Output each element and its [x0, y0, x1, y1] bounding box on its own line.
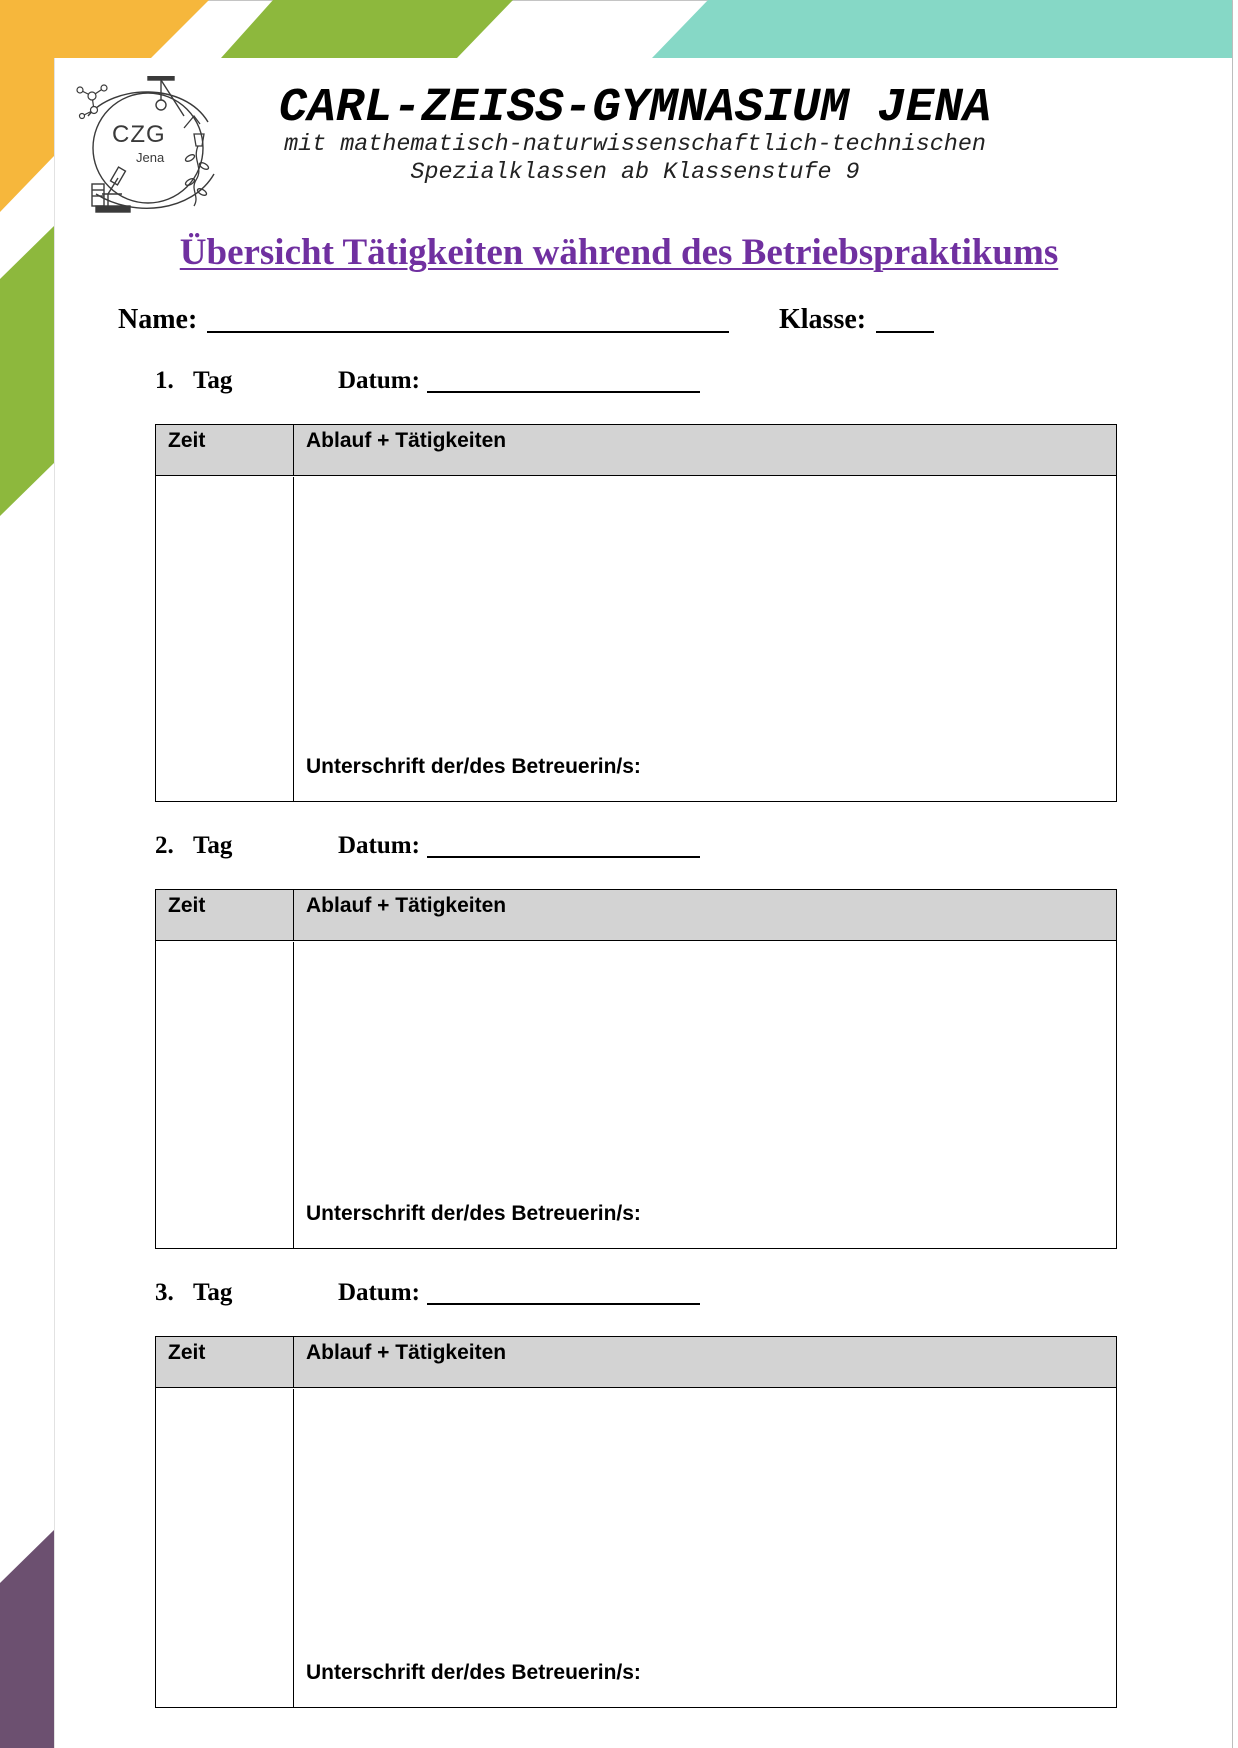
activity-table: [155, 424, 1117, 802]
day-label: Tag: [193, 1279, 233, 1306]
activities-cell[interactable]: [294, 477, 1116, 802]
day-number: 1.: [155, 367, 174, 394]
time-cell[interactable]: [156, 942, 294, 1249]
logo-city: Jena: [136, 150, 165, 165]
day-label: Tag: [193, 367, 233, 394]
page-title: Übersicht Tätigkeiten während des Betriebspraktikums: [179, 232, 1059, 273]
column-header-time: Zeit: [156, 425, 294, 475]
czg-logo: [74, 76, 226, 220]
class-field[interactable]: [876, 331, 934, 333]
table-header-row: [156, 425, 1116, 476]
column-header-activities: Ablauf + Tätigkeiten: [306, 429, 507, 452]
supervisor-signature-label: Unterschrift der/des Betreuerin/s:: [306, 1202, 641, 1225]
column-header-activities: Ablauf + Tätigkeiten: [306, 894, 507, 917]
activities-cell[interactable]: [294, 942, 1116, 1249]
table-row: [156, 477, 1116, 802]
activities-cell[interactable]: [294, 1389, 1116, 1708]
school-subtitle-line2: Spezialklassen ab Klassenstufe 9: [410, 160, 860, 186]
time-cell[interactable]: [156, 1389, 294, 1708]
table-row: [156, 1389, 1116, 1708]
school-subtitle-line1: mit mathematisch-naturwissenschaftlich-technischen: [284, 132, 986, 158]
name-field[interactable]: [207, 331, 729, 333]
column-header-time: Zeit: [156, 1337, 294, 1387]
table-header-row: [156, 890, 1116, 941]
activity-table: [155, 889, 1117, 1249]
column-header-activities: Ablauf + Tätigkeiten: [306, 1341, 507, 1364]
date-field[interactable]: [427, 391, 700, 393]
table-header-row: [156, 1337, 1116, 1388]
date-field[interactable]: [427, 856, 700, 858]
table-row: [156, 942, 1116, 1249]
supervisor-signature-label: Unterschrift der/des Betreuerin/s:: [306, 1661, 641, 1684]
time-cell[interactable]: [156, 477, 294, 802]
day-number: 2.: [155, 832, 174, 859]
date-label: Datum:: [338, 1279, 420, 1306]
supervisor-signature-label: Unterschrift der/des Betreuerin/s:: [306, 755, 641, 778]
date-label: Datum:: [338, 832, 420, 859]
school-name: CARL-ZEISS-GYMNASIUM JENA: [278, 81, 992, 135]
name-label: Name:: [118, 304, 198, 335]
column-header-time: Zeit: [156, 890, 294, 940]
day-label: Tag: [193, 832, 233, 859]
class-label: Klasse:: [779, 304, 867, 335]
date-field[interactable]: [427, 1303, 700, 1305]
purple-left-band: [0, 1530, 54, 1748]
logo-ring: [93, 93, 203, 203]
logo-orbit: [88, 92, 208, 122]
activity-table: [155, 1336, 1117, 1708]
teal-top-band: [652, 0, 1232, 58]
date-label: Datum:: [338, 367, 420, 394]
green-top-band: [221, 0, 513, 58]
logo-abbreviation: CZG: [112, 121, 166, 148]
molecule-icon: [77, 85, 107, 119]
day-number: 3.: [155, 1279, 174, 1306]
